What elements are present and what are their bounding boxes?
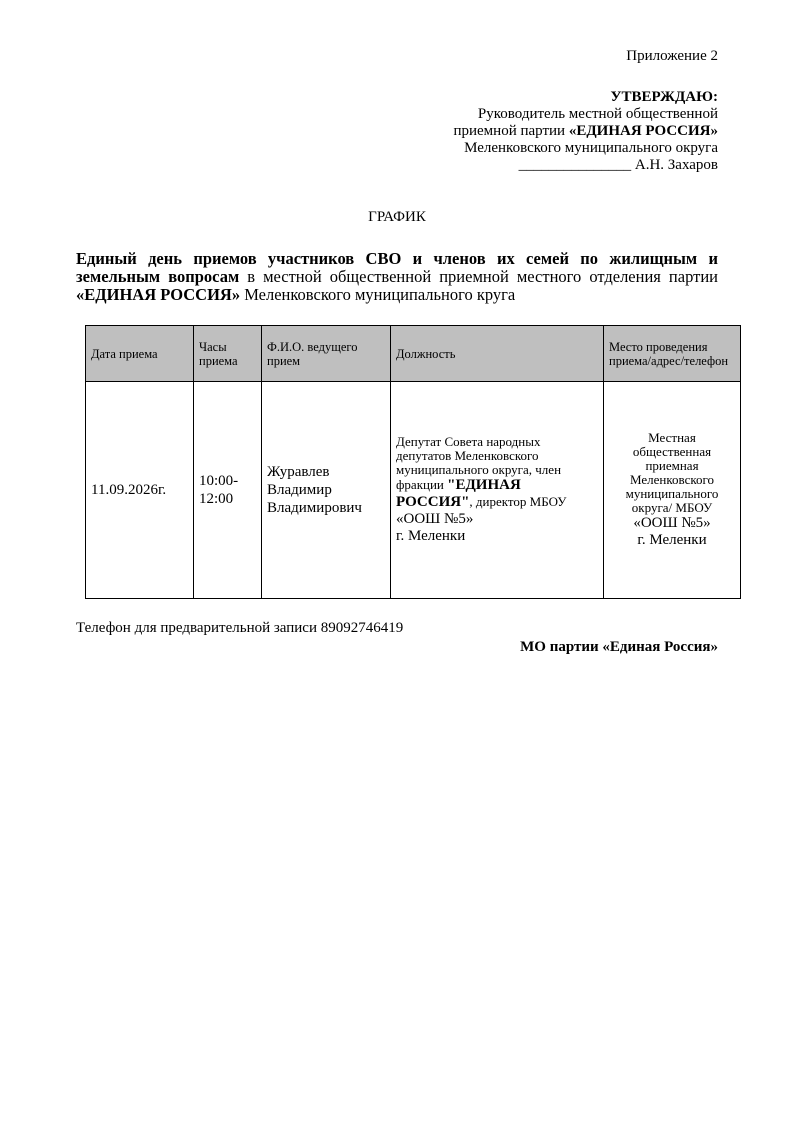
- table-header-row: [86, 326, 741, 382]
- cell-place: [604, 382, 741, 599]
- place-city: г. Меленки: [637, 532, 707, 548]
- intro-text-2: Меленковского муниципального круга: [240, 285, 516, 304]
- approval-line-1: Руководитель местной общественной: [477, 106, 718, 122]
- header-hours: Часы приема: [194, 326, 262, 382]
- position-bold: "ЕДИНАЯ РОССИЯ": [396, 477, 521, 510]
- intro-bold-1: Единый день приемов участников СВО и членов их семей по жилищным и земельным вопросам: [76, 249, 718, 286]
- position-main: [396, 435, 598, 511]
- intro-text-1: в местной общественной приемной местного отделения партии: [239, 267, 718, 286]
- place-school: «ООШ №5»: [633, 515, 711, 531]
- approval-party-name: «ЕДИНАЯ РОССИЯ»: [568, 123, 718, 139]
- approval-signature-line: _______________ А.Н. Захаров: [518, 157, 718, 173]
- cell-position: [391, 382, 604, 599]
- header-name: Ф.И.О. ведущего прием: [262, 326, 391, 382]
- approval-line-3: Меленковского муниципального округа: [464, 140, 718, 156]
- signature: МО партии «Единая Россия»: [520, 639, 718, 655]
- approval-line-2-text: приемной партии: [453, 123, 569, 139]
- position-school: «ООШ №5»: [396, 511, 474, 527]
- header-position: Должность: [391, 326, 604, 382]
- table-row: [86, 382, 741, 599]
- cell-hours: 10:00-12:00: [194, 382, 262, 599]
- approval-line-2: [453, 123, 718, 140]
- position-city: г. Меленки: [396, 528, 466, 544]
- intro-paragraph: [76, 250, 718, 304]
- intro-bold-2: «ЕДИНАЯ РОССИЯ»: [76, 285, 241, 304]
- name-line-2: Владимир: [267, 482, 332, 498]
- position-text-1: Депутат Совета народных депутатов Меленковского муниципального округа, член фракции: [396, 434, 562, 492]
- document-title: ГРАФИК: [368, 209, 426, 225]
- position-text-2: , директор МБОУ: [469, 494, 567, 509]
- name-line-1: Журавлев: [267, 464, 330, 480]
- header-date: Дата приема: [86, 326, 194, 382]
- approval-title: УТВЕРЖДАЮ:: [610, 89, 718, 105]
- phone-note: Телефон для предварительной записи 89092746419: [76, 620, 404, 636]
- appendix-label: Приложение 2: [626, 48, 718, 64]
- schedule-table: [85, 325, 741, 599]
- cell-name: [262, 382, 391, 599]
- header-place: Место проведения приема/адрес/телефон: [604, 326, 741, 382]
- place-text: Местная общественная приемная Меленковского муниципального округа/ МБОУ: [625, 430, 719, 515]
- cell-date: 11.09.2026г.: [86, 382, 194, 599]
- approval-block: [453, 89, 718, 174]
- name-line-3: Владимирович: [267, 500, 362, 516]
